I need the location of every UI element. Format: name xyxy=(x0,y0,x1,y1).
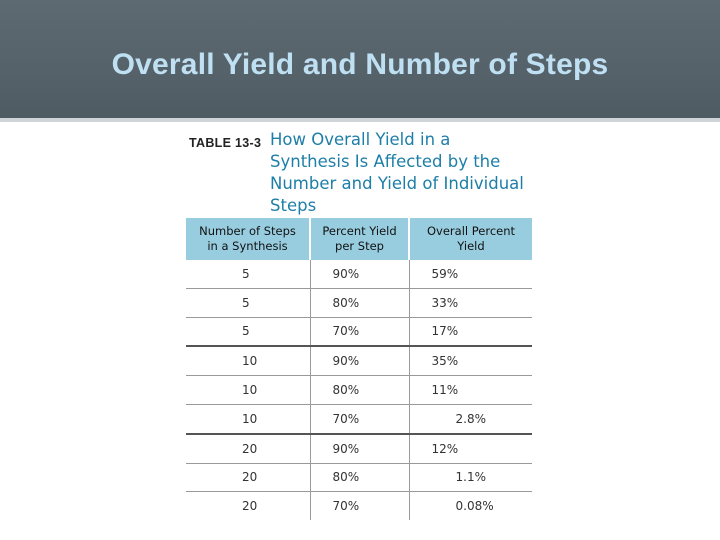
header-overall-yield: Overall Percent Yield xyxy=(409,218,532,260)
table-header-row xyxy=(186,218,532,260)
header-percent-yield: Percent Yield per Step xyxy=(310,218,409,260)
cell-steps: 20 xyxy=(242,499,258,514)
header-steps: Number of Steps in a Synthesis xyxy=(186,218,310,260)
table-row xyxy=(186,404,532,433)
table-row xyxy=(186,492,532,520)
cell-steps: 10 xyxy=(186,346,310,375)
cell-overall-yield: 0.08% xyxy=(409,492,532,520)
cell-steps: 5 xyxy=(186,288,310,317)
cell-overall-yield: 17% xyxy=(409,317,532,346)
table-label: TABLE 13-3 xyxy=(189,136,262,150)
cell-steps: 20 xyxy=(186,463,310,492)
yield-table xyxy=(186,218,532,520)
cell-percent-yield: 90% xyxy=(310,434,409,463)
cell-percent-yield: 70% xyxy=(310,492,409,520)
cell-steps: 5 xyxy=(186,260,310,288)
cell-overall-yield: 35% xyxy=(409,346,532,375)
cell-steps: 20 xyxy=(186,434,310,463)
cell-overall-yield: 11% xyxy=(409,376,532,405)
table-row xyxy=(186,346,532,375)
cell-percent-yield: 70% xyxy=(310,317,409,346)
cell-percent-yield: 80% xyxy=(310,288,409,317)
slide-header xyxy=(0,0,720,122)
table-caption xyxy=(186,128,532,218)
table-title: How Overall Yield in a Synthesis Is Affected by the Number and Yield of Individual Steps xyxy=(270,130,524,215)
cell-steps: 10 xyxy=(186,404,310,433)
table-row xyxy=(186,260,532,288)
cell-overall-yield: 1.1% xyxy=(409,463,532,492)
cell-steps: 10 xyxy=(186,376,310,405)
cell-overall-yield: 2.8% xyxy=(409,404,532,433)
slide-title: Overall Yield and Number of Steps xyxy=(111,48,609,81)
table-row xyxy=(186,434,532,463)
table-row xyxy=(186,376,532,405)
table-row xyxy=(186,317,532,346)
cell-percent-yield: 70% xyxy=(310,404,409,433)
cell-overall-yield: 59% xyxy=(409,260,532,288)
cell-percent-yield: 90% xyxy=(310,346,409,375)
table-row xyxy=(186,463,532,492)
yield-table-figure xyxy=(186,128,532,520)
cell-steps: 5 xyxy=(186,317,310,346)
cell-percent-yield: 80% xyxy=(310,376,409,405)
cell-percent-yield: 90% xyxy=(310,260,409,288)
table-row xyxy=(186,288,532,317)
cell-percent-yield: 80% xyxy=(310,463,409,492)
cell-overall-yield: 33% xyxy=(409,288,532,317)
cell-overall-yield: 12% xyxy=(409,434,532,463)
